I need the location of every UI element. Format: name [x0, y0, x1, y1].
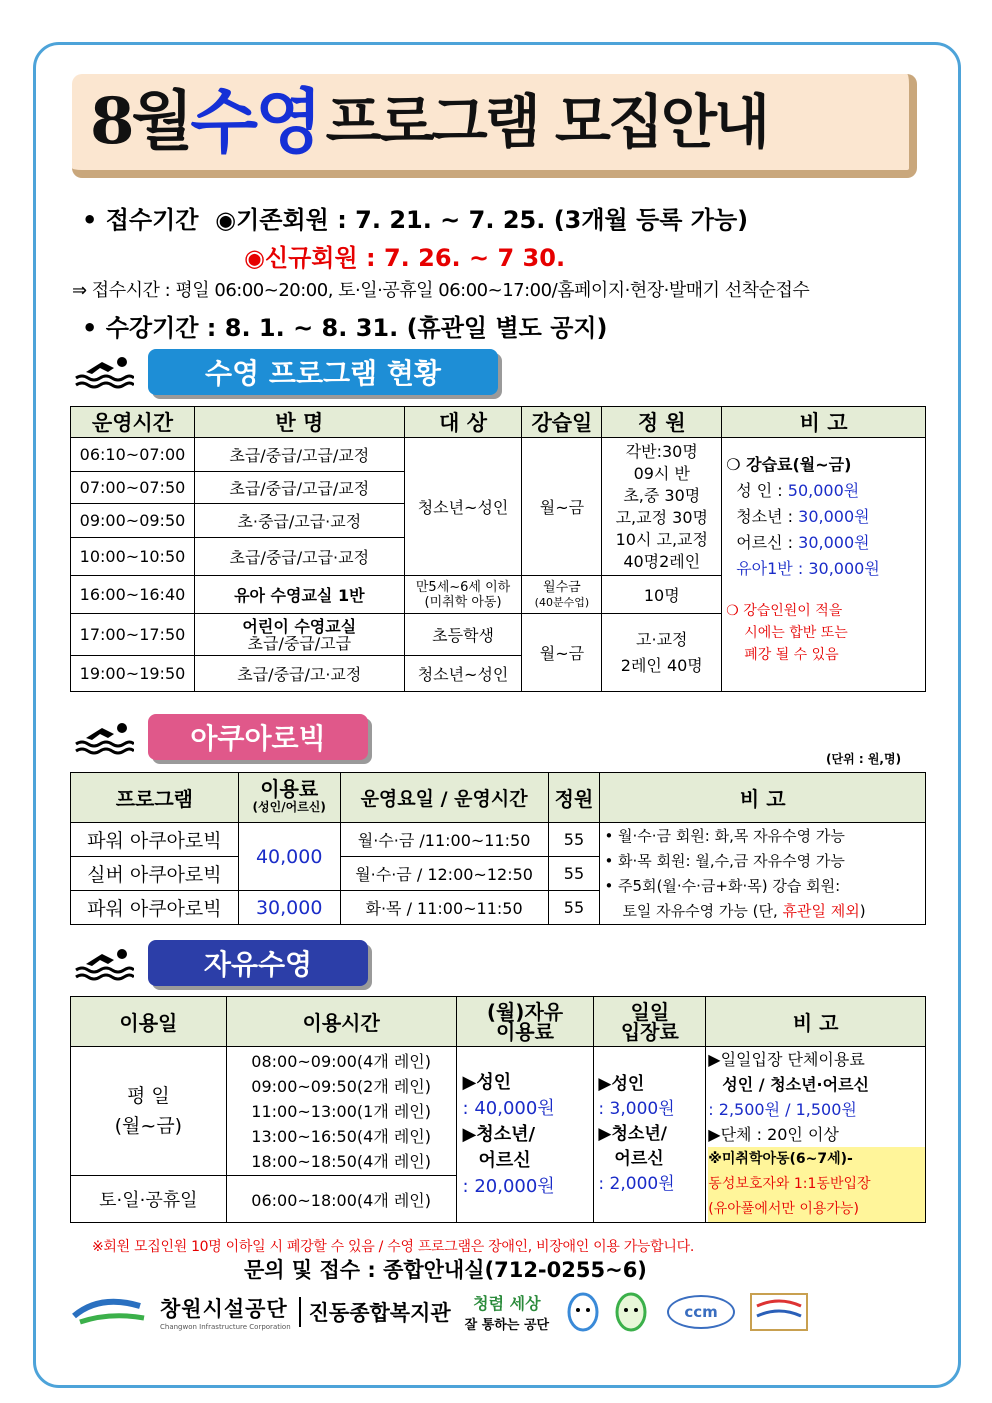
cap-line: 40명2레인 — [623, 551, 701, 571]
warn-line: ❍ 강습인원이 적을 — [726, 603, 843, 619]
time-line: 18:00~18:50(4개 레인) — [251, 1151, 432, 1171]
org-name-en: Changwon Infrastructure Corporation — [160, 1323, 291, 1331]
table-cell: 파워 아쿠아로빅 — [71, 891, 239, 925]
slogan-block — [465, 1291, 549, 1333]
table-cell: 초급/중급/고급·교정 — [194, 538, 404, 576]
header-line: (월)자유 — [486, 999, 564, 1024]
table-cell: 화·목 / 11:00~11:50 — [340, 891, 548, 925]
col-header-monthly — [456, 997, 594, 1047]
note-line: ※미취학아동(6~7세)- — [708, 1147, 925, 1172]
time-line: 13:00~16:50(4개 레인) — [251, 1126, 432, 1146]
fee-label: 청소년 : — [736, 507, 799, 526]
table-cell: 06:00~18:00(4개 레인) — [226, 1176, 456, 1223]
class-line: 어린이 수영교실 — [242, 616, 357, 636]
fee-label: 성 인 : — [736, 481, 788, 500]
table-cell: 월·수·금 /11:00~11:50 — [340, 823, 548, 857]
table-cell: 초급/중급/고급/교정 — [194, 438, 404, 472]
table-cell: 10명 — [602, 576, 722, 614]
time-line: 09:00~09:50(2개 레인) — [251, 1076, 432, 1096]
table-cell: 초등학생 — [404, 614, 522, 656]
fee-label: 유아1반 : — [736, 559, 809, 578]
center-name: 진동종합복지관 — [308, 1301, 451, 1325]
free-note-cell — [706, 1047, 926, 1223]
registration-existing — [82, 200, 748, 235]
col-header-capacity: 정 원 — [602, 407, 722, 438]
table-cell: 30,000 — [238, 891, 340, 925]
swimmer-icon — [72, 352, 134, 392]
daily-fee-cell — [594, 1047, 706, 1223]
divider — [299, 1297, 301, 1327]
course-period: • 수강기간 : 8. 1. ~ 8. 31. (휴관일 별도 공지) — [82, 314, 608, 342]
capacity-cell — [602, 438, 722, 576]
fee-value: 30,000원 — [798, 507, 870, 526]
fee-label: ▶청소년/ — [598, 1124, 667, 1144]
weekday-label: 평 일 — [127, 1085, 170, 1108]
cap-line: 고,교정 30명 — [615, 507, 708, 527]
class-line: 초급/중급/고급 — [247, 633, 352, 653]
free-swim-table — [70, 996, 926, 1223]
note-line: 토일 자유수영 가능 (단, — [622, 901, 783, 920]
org-name: 창원시설공단 — [160, 1297, 288, 1321]
fee-subheader: (성인/어르신) — [252, 799, 326, 814]
table-cell: 10:00~10:50 — [71, 538, 195, 576]
table-cell: 토·일·공휴일 — [71, 1176, 227, 1223]
fee-label: ▶성인 — [598, 1074, 645, 1094]
col-header-note: 비 고 — [722, 407, 926, 438]
note-line: 휴관일 제외 — [782, 901, 860, 920]
col-header-program: 프로그램 — [71, 773, 239, 823]
table-cell: 55 — [548, 857, 600, 891]
table-cell: 09:00~09:50 — [71, 504, 195, 538]
table-cell — [602, 614, 722, 692]
note-line: 동성보호자와 1:1동반입장 — [708, 1172, 925, 1197]
swimmer-icon — [72, 944, 134, 984]
note-line: (유아풀에서만 이용가능) — [708, 1197, 925, 1222]
table-cell — [522, 576, 602, 614]
title-month: 8월 — [90, 84, 191, 159]
table-cell: 06:10~07:00 — [71, 438, 195, 472]
reg-label: • 접수기간 — [82, 206, 199, 234]
header-line: 일일 — [630, 999, 670, 1024]
col-header-note: 비 고 — [600, 773, 926, 823]
org-block — [160, 1293, 291, 1331]
header-line: 입장료 — [620, 1019, 679, 1044]
table-cell: 파워 아쿠아로빅 — [71, 823, 239, 857]
fee-value: : 40,000원 — [462, 1097, 555, 1119]
cap-line: 09시 반 — [633, 463, 690, 483]
certification-icon — [749, 1292, 809, 1332]
city-logo-icon — [70, 1292, 150, 1332]
aqua-note-cell — [600, 823, 926, 925]
registration-new: ◉신규회원 : 7. 26. ~ 7 30. — [244, 244, 566, 272]
note-line: ) — [859, 901, 866, 920]
note-line: : 2,500원 / 1,500원 — [708, 1100, 857, 1119]
unit-label: (단위 : 원,명) — [826, 752, 902, 766]
cap-line: 2레인 40명 — [620, 655, 703, 675]
note-line: • 월·수·금 회원: 화,목 자유수영 가능 — [604, 826, 845, 845]
table-cell: 청소년~성인 — [404, 656, 522, 692]
table-cell — [194, 614, 404, 656]
table-cell: 07:00~07:50 — [71, 472, 195, 504]
swim-program-table — [70, 406, 926, 692]
note-line: 성인 / 청소년·어르신 — [722, 1075, 870, 1094]
table-cell: 월·수·금 / 12:00~12:50 — [340, 857, 548, 891]
fee-value: : 20,000원 — [462, 1175, 555, 1197]
header-line: 이용료 — [495, 1019, 554, 1044]
col-header-hours: 이용시간 — [226, 997, 456, 1047]
days-line: (40분수업) — [534, 595, 590, 609]
section-swim-title: 수영 프로그램 현황 — [148, 349, 498, 395]
warn-line: 폐강 될 수 있음 — [744, 647, 839, 663]
fee-value: 30,000원 — [808, 559, 880, 578]
title-rest: 프로그램 모집안내 — [325, 88, 768, 156]
note-line: ▶단체 : 20인 이상 — [708, 1125, 839, 1144]
ccm-logo: ccm — [667, 1295, 735, 1329]
time-line: 11:00~13:00(1개 레인) — [251, 1101, 432, 1121]
table-cell: 초급/중급/고·교정 — [194, 656, 404, 692]
table-cell: 16:00~16:40 — [71, 576, 195, 614]
col-header-daily — [594, 997, 706, 1047]
col-header-schedule: 운영요일 / 운영시간 — [340, 773, 548, 823]
fee-value: : 3,000원 — [598, 1099, 675, 1119]
reg-existing: ◉기존회원 : 7. 21. ~ 7. 25. (3개월 등록 가능) — [215, 206, 749, 234]
page-title — [72, 74, 917, 178]
bottom-note: ※회원 모집인원 10명 이하일 시 폐강할 수 있음 / 수영 프로그램은 장애인, 비장애인 이용 가능합니다. — [92, 1239, 694, 1255]
note-line: ▶일일입장 단체이용료 — [708, 1050, 865, 1069]
target-line: 만5세~6세 이하 — [415, 579, 511, 595]
footer — [70, 1286, 940, 1338]
section-free-title: 자유수영 — [148, 940, 368, 986]
fee-label: 어르신 — [478, 1149, 531, 1171]
cap-line: 10시 고,교정 — [615, 529, 708, 549]
table-cell — [71, 1047, 227, 1176]
table-cell: 유아 수영교실 1반 — [194, 576, 404, 614]
col-header-days: 강습일 — [522, 407, 602, 438]
cap-line: 고·교정 — [636, 629, 688, 649]
title-swim: 수영 — [190, 81, 320, 163]
fee-value: 30,000원 — [798, 533, 870, 552]
fee-label: ▶성인 — [462, 1071, 512, 1093]
col-header-class: 반 명 — [194, 407, 404, 438]
fee-title: ❍ 강습료(월~금) — [726, 455, 852, 474]
table-cell — [404, 576, 522, 614]
table-cell: 40,000 — [238, 823, 340, 891]
table-cell: 17:00~17:50 — [71, 614, 195, 656]
weekday-sub: (월~금) — [114, 1115, 183, 1138]
fee-label: 어르신 : — [736, 533, 799, 552]
time-line: 08:00~09:00(4개 레인) — [251, 1051, 432, 1071]
contact-info: 문의 및 접수 : 종합안내실(712-0255~6) — [244, 1258, 647, 1282]
note-line: • 화·목 회원: 월,수,금 자유수영 가능 — [604, 851, 845, 870]
fee-note-cell — [722, 438, 926, 692]
table-cell: 초급/중급/고급/교정 — [194, 472, 404, 504]
aquarobic-table — [70, 772, 926, 925]
slogan: 청렴 세상 — [473, 1294, 541, 1313]
registration-time: ⇒ 접수시간 : 평일 06:00~20:00, 토·일·공휴일 06:00~17:00/홈페이지·현장·발매기 선착순접수 — [72, 280, 810, 301]
monthly-fee-cell — [456, 1047, 594, 1223]
table-cell: 월~금 — [522, 614, 602, 692]
days-line: 월수금 — [543, 579, 581, 595]
mascot-icon — [611, 1290, 651, 1334]
fee-value: : 2,000원 — [598, 1174, 675, 1194]
target-line: (미취학 아동) — [424, 594, 502, 610]
table-cell: 19:00~19:50 — [71, 656, 195, 692]
cap-line: 각반:30명 — [625, 441, 698, 461]
table-cell: 55 — [548, 891, 600, 925]
table-cell: 실버 아쿠아로빅 — [71, 857, 239, 891]
slogan-sub: 잘 통하는 공단 — [464, 1318, 550, 1333]
swimmer-icon — [72, 718, 134, 758]
table-cell: 청소년~성인 — [404, 438, 522, 576]
fee-label: 어르신 — [614, 1149, 664, 1169]
col-header-fee — [238, 773, 340, 823]
cap-line: 초,중 30명 — [623, 485, 701, 505]
table-cell: 초·중급/고급·교정 — [194, 504, 404, 538]
col-header-time: 운영시간 — [71, 407, 195, 438]
col-header-note: 비 고 — [706, 997, 926, 1047]
fee-label: ▶청소년/ — [462, 1123, 536, 1145]
col-header-target: 대 상 — [404, 407, 522, 438]
mascot-icon — [563, 1290, 603, 1334]
fee-header: 이용료 — [260, 776, 319, 801]
fee-value: 50,000원 — [787, 481, 860, 500]
table-cell: 55 — [548, 823, 600, 857]
note-line: • 주5회(월·수·금+화·목) 강습 회원: — [604, 876, 841, 895]
section-aqua-title: 아쿠아로빅 — [148, 714, 368, 760]
warn-line: 시에는 합반 또는 — [744, 625, 848, 641]
col-header-capacity: 정원 — [548, 773, 600, 823]
col-header-day: 이용일 — [71, 997, 227, 1047]
table-cell: 월~금 — [522, 438, 602, 576]
table-cell — [226, 1047, 456, 1176]
